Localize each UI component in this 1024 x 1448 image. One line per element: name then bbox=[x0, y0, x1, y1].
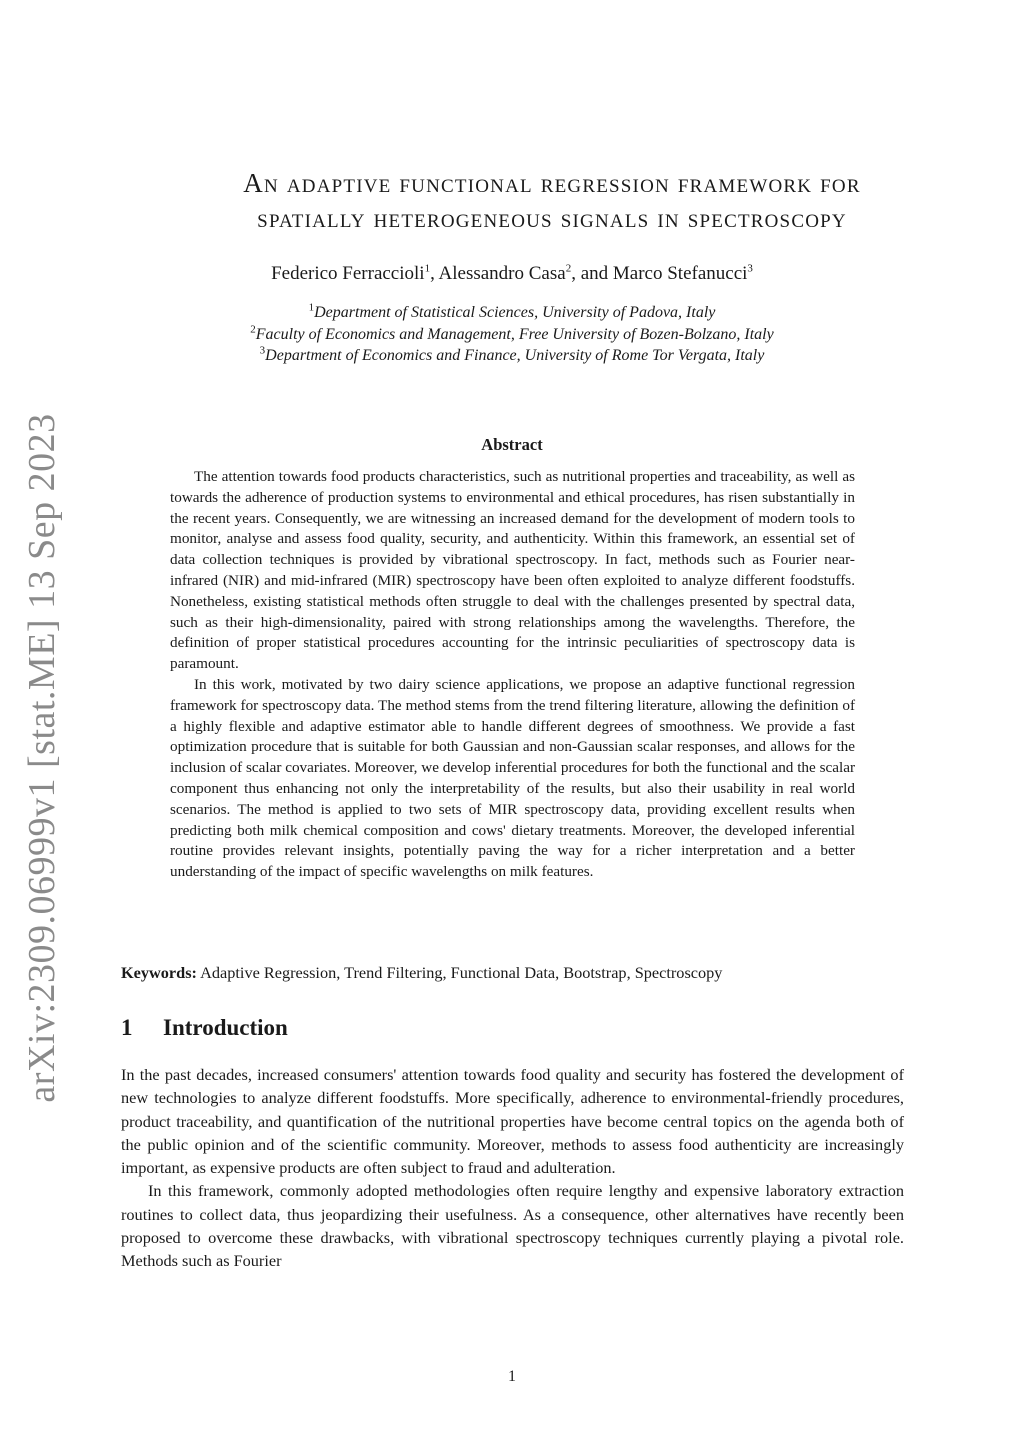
paper-title bbox=[100, 166, 1004, 236]
abstract-paragraph-2: In this work, motivated by two dairy science applications, we propose an adaptive functional regression framework for spectroscopy data. The method stems from the trend filtering literature, allowing the definition of a highly flexible and adaptive estimator able to handle different degrees of smoothness. We provide a fast optimization procedure that is suitable for both Gaussian and non-Gaussian scalar responses, and allows for the inclusion of scalar covariates. Moreover, we develop inferential procedures for both the functional and the scalar component thus enhancing not only the interpretability of the results, but also their usability in real world scenarios. The method is applied to two sets of MIR spectroscopy data, providing excellent results when predicting both milk chemical composition and cows' dietary treatments. Moreover, the developed inferential routine provides relevant insights, potentially paving the way for a richer interpretation and a better understanding of the impact of specific wavelengths on milk features. bbox=[170, 675, 855, 881]
section-number: 1 bbox=[121, 1015, 133, 1040]
affiliation-2-sup: 2 bbox=[250, 323, 256, 336]
abstract-paragraph-1: The attention towards food products characteristics, such as nutritional properties and traceability, as well as towards the adherence of production systems to environmental and ethical procedures, has risen substantially in the recent years. Consequently, we are witnessing an increased demand for the development of modern tools to monitor, analyse and assess food quality, security, and authenticity. Within this framework, an essential set of data collection techniques is provided by vibrational spectroscopy. In fact, methods such as Fourier near-infrared (NIR) and mid-infrared (MIR) spectroscopy have been often exploited to analyze different foodstuffs. Nonetheless, existing statistical methods often struggle to deal with the challenges presented by spectral data, such as their high-dimensionality, paired with strong relationships among the wavelengths. Therefore, the definition of proper statistical procedures accounting for the intrinsic peculiarities of spectroscopy data is paramount. bbox=[170, 468, 855, 673]
keywords-text: Adaptive Regression, Trend Filtering, Functional Data, Bootstrap, Spectroscopy bbox=[200, 963, 723, 982]
section-heading bbox=[121, 1015, 288, 1041]
affiliation-3 bbox=[100, 345, 924, 367]
affiliation-1-text: Department of Statistical Sciences, University of Padova, Italy bbox=[314, 304, 716, 321]
intro-paragraph-1: In the past decades, increased consumers' attention towards food quality and security has fostered the development of new technologies to analyze different foodstuffs. More specifically, adherence to environmental-friendly procedures, product traceability, and quantification of the nutritional properties have become central topics on the agenda both of the public opinion and of the scientific community. Moreover, methods to assess food authenticity are increasingly important, as expensive products are often subject to fraud and adulteration. bbox=[121, 1065, 904, 1178]
affiliation-1-sup: 1 bbox=[308, 301, 315, 314]
intro-paragraph-2: In this framework, commonly adopted methodologies often require lengthy and expensive laboratory extraction routines to collect data, thus jeopardizing their usefulness. As a consequence, other alternatives have recently been proposed to overcome these drawbacks, with vibrational spectroscopy techniques currently playing a pivotal role. Methods such as Fourier bbox=[121, 1181, 904, 1271]
author-list: Federico Ferraccioli$^1$, Alessandro Casa$^2$, and Marco Stefanucci$^3$ bbox=[271, 262, 753, 284]
author-3-sup: 3 bbox=[747, 262, 753, 275]
affiliation-3-sup: 3 bbox=[259, 344, 266, 357]
author-3: Marco Stefanucci bbox=[612, 263, 748, 284]
author-2-sup: 2 bbox=[565, 262, 572, 275]
arxiv-sidebar-stamp bbox=[14, 412, 70, 1103]
affiliation-1 bbox=[100, 302, 924, 324]
author-1: Federico Ferraccioli bbox=[271, 263, 425, 284]
abstract-heading: Abstract bbox=[481, 435, 543, 454]
author-2: Alessandro Casa bbox=[438, 263, 566, 284]
title-line-1: An adaptive functional regression framework for bbox=[243, 168, 861, 198]
author-1-sup: 1 bbox=[424, 262, 431, 275]
keywords-label: Keywords: bbox=[121, 963, 197, 982]
title-line-2: spatially heterogeneous signals in spectroscopy bbox=[257, 203, 847, 233]
affiliation-2 bbox=[100, 324, 924, 346]
introduction-body bbox=[121, 1063, 904, 1273]
arxiv-identifier: arXiv:2309.06999v1 [stat.ME] 13 Sep 2023 bbox=[21, 412, 63, 1103]
section-title: Introduction bbox=[163, 1015, 288, 1040]
affiliation-list bbox=[100, 302, 924, 367]
abstract-body bbox=[170, 467, 855, 883]
affiliation-2-text: Faculty of Economics and Management, Free University of Bozen-Bolzano, Italy bbox=[255, 325, 774, 343]
affiliation-3-text: Department of Economics and Finance, University of Rome Tor Vergata, Italy bbox=[265, 347, 765, 364]
author-conjunction: and bbox=[580, 263, 609, 284]
keywords-line bbox=[121, 962, 911, 984]
page-number: 1 bbox=[508, 1368, 516, 1385]
